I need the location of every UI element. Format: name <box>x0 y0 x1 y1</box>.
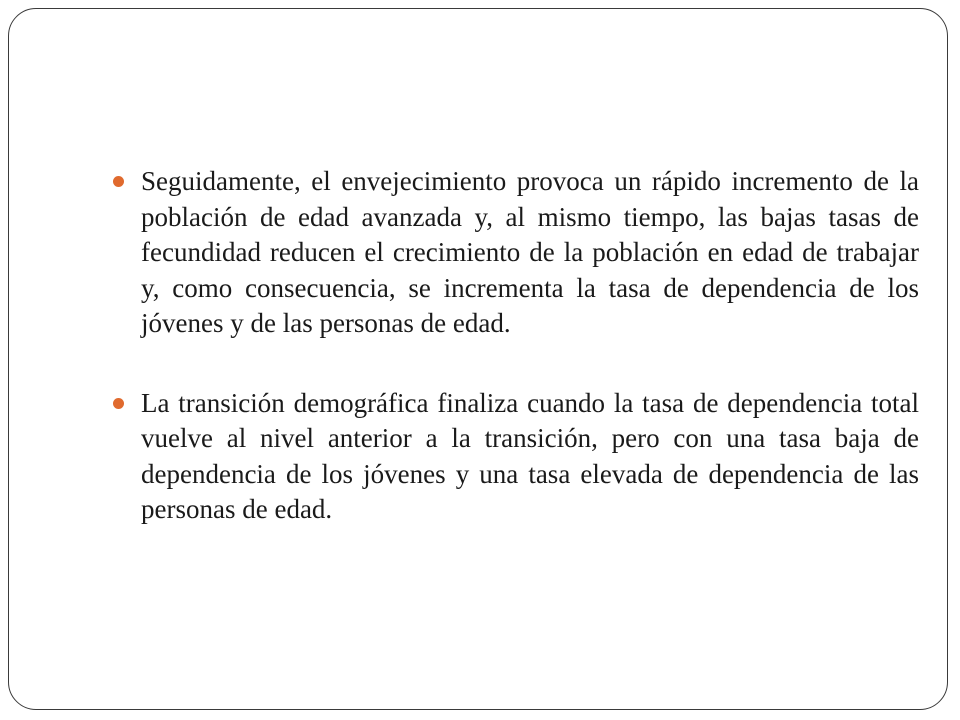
bullet-text-2: La transición demográfica finaliza cuando la tasa de dependencia total vuelve al nivel anterior a la transición, pero con una tasa baja de dependencia de los jóvenes y una tasa elevada de dependencia de las personas de edad. <box>141 387 919 524</box>
bullet-dot-icon <box>113 398 124 409</box>
bullet-item-2 <box>113 386 919 528</box>
slide-content <box>113 164 919 572</box>
bullet-item-1 <box>113 164 919 342</box>
bullet-text-1: Seguidamente, el envejecimiento provoca un rápido incremento de la población de edad avanzada y, al mismo tiempo, las bajas tasas de fecundidad reducen el crecimiento de la población en edad de trabajar y, como consecuencia, se incrementa la tasa de dependencia de los jóvenes y de las personas de edad. <box>141 166 919 338</box>
slide-frame <box>8 8 948 710</box>
bullet-dot-icon <box>113 176 124 187</box>
